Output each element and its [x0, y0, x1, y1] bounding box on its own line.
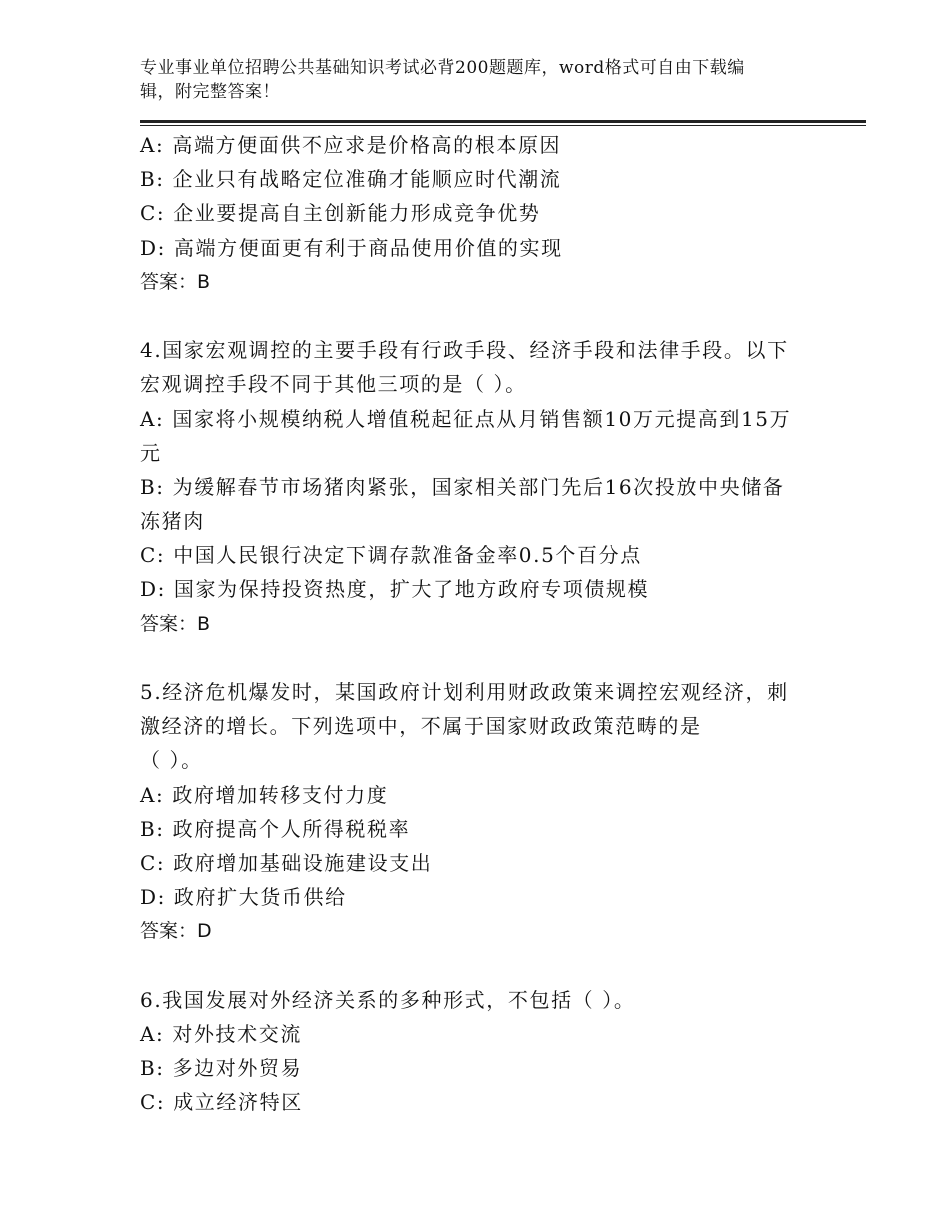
q5-answer: 答案：D — [140, 920, 212, 943]
page-header — [140, 56, 800, 104]
q5-option-a: A: 政府增加转移支付力度 — [140, 782, 389, 807]
header-divider-thin — [140, 125, 866, 126]
q4-stem-line-1: 4.国家宏观调控的主要手段有行政手段、经济手段和法律手段。以下 — [140, 338, 789, 363]
q3-option-a: A: 高端方便面供不应求是价格高的根本原因 — [140, 133, 562, 157]
question-list — [140, 128, 820, 1119]
q4-option-c: C: 中国人民银行决定下调存款准备金率0.5个百分点 — [140, 543, 642, 568]
q4-option-b-line-1: B: 为缓解春节市场猪肉紧张，国家相关部门先后16次投放中央储备 — [140, 474, 785, 499]
q3-answer: 答案：B — [140, 270, 211, 293]
q4-option-b-line-2: 冻猪肉 — [140, 509, 205, 534]
q4-option-d: D: 国家为保持投资热度，扩大了地方政府专项债规模 — [140, 577, 650, 602]
q4-answer: 答案：B — [140, 612, 211, 635]
q5-stem-line-3: （ ）。 — [140, 748, 203, 773]
q6-stem-line-1: 6.我国发展对外经济关系的多种形式，不包括（ ）。 — [140, 987, 636, 1012]
q5-option-b: B: 政府提高个人所得税税率 — [140, 816, 411, 841]
header-line-1: 专业事业单位招聘公共基础知识考试必背200题题库，word格式可自由下载编 — [140, 58, 745, 78]
q3-option-c: C: 企业要提高自主创新能力形成竞争优势 — [140, 201, 541, 226]
q5-stem-line-2: 激经济的增长。下列选项中，不属于国家财政政策范畴的是 — [140, 714, 702, 739]
q5-option-d: D: 政府扩大货币供给 — [140, 885, 347, 910]
q3-option-d: D: 高端方便面更有利于商品使用价值的实现 — [140, 235, 563, 260]
question-3 — [140, 128, 820, 299]
q6-option-b: B: 多边对外贸易 — [140, 1056, 303, 1081]
q4-option-a-line-2: 元 — [140, 440, 162, 465]
header-divider-thick — [140, 120, 866, 123]
q4-option-a-line-1: A: 国家将小规模纳税人增值税起征点从月销售额10万元提高到15万 — [140, 406, 792, 431]
question-4 — [140, 333, 820, 641]
q4-stem-line-2: 宏观调控手段不同于其他三项的是（ ）。 — [140, 372, 527, 397]
spacer — [140, 299, 820, 333]
q5-option-c: C: 政府增加基础设施建设支出 — [140, 850, 433, 875]
header-line-2: 辑，附完整答案！ — [140, 82, 280, 102]
spacer — [140, 641, 820, 675]
question-5 — [140, 675, 820, 949]
q6-option-c: C: 成立经济特区 — [140, 1090, 303, 1115]
question-6 — [140, 983, 820, 1120]
spacer — [140, 949, 820, 983]
q6-option-a: A: 对外技术交流 — [140, 1021, 302, 1046]
q3-option-b: B: 企业只有战略定位准确才能顺应时代潮流 — [140, 167, 562, 192]
q5-stem-line-1: 5.经济危机爆发时，某国政府计划利用财政政策来调控宏观经济，刺 — [140, 680, 789, 704]
